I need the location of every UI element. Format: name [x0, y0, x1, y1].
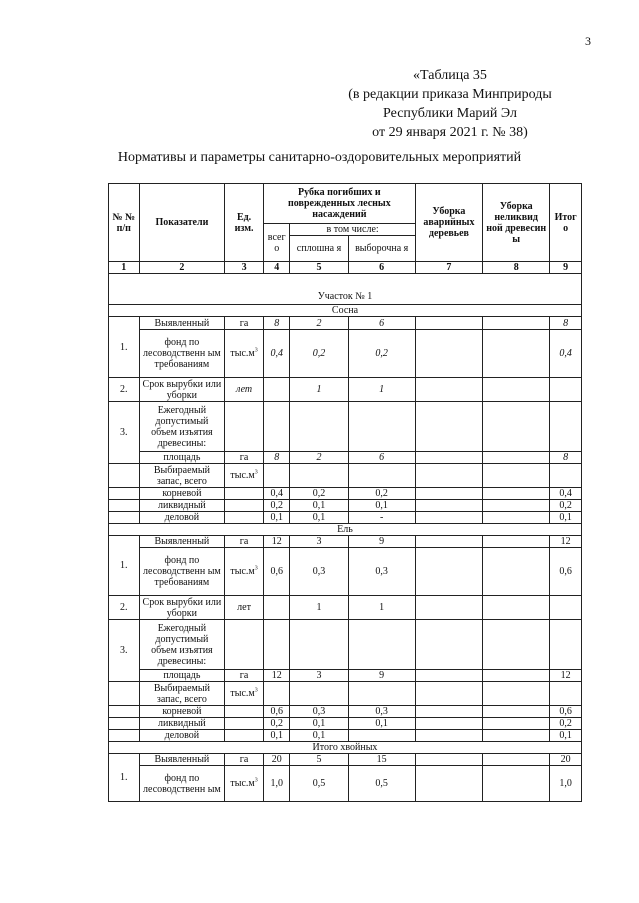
- cell: 0,1: [348, 500, 415, 512]
- unit: $тыс.м^3$: [225, 548, 264, 596]
- cell: 0,2: [348, 488, 415, 500]
- cell: [348, 730, 415, 742]
- cell: 0,3: [348, 706, 415, 718]
- header-felling: Рубка погибших и поврежденных лесных насаждений: [263, 184, 415, 224]
- cell: 0,2: [290, 330, 348, 378]
- section-title: Участок № 1: [109, 290, 582, 305]
- table-heading: [300, 66, 600, 142]
- row-label: площадь: [139, 670, 225, 682]
- unit: $тыс.м^3$: [225, 766, 264, 802]
- document-title: Нормативы и параметры санитарно-оздоровительных мероприятий: [117, 150, 522, 165]
- cell: 20: [550, 754, 582, 766]
- row-label: Срок вырубки или уборки: [139, 596, 225, 620]
- cell: 0,5: [290, 766, 348, 802]
- unit: $тыс.м^3$: [225, 682, 264, 706]
- row-label: Выбираемый запас, всего: [139, 464, 225, 488]
- unit: га: [225, 452, 264, 464]
- cell: 0,1: [263, 730, 290, 742]
- cell: 0,2: [263, 718, 290, 730]
- row-label: фонд по лесоводственн ым: [139, 766, 225, 802]
- cell: 1,0: [263, 766, 290, 802]
- page-number: 3: [585, 34, 591, 48]
- row-number: 1.: [109, 317, 140, 378]
- cell: 0,1: [263, 512, 290, 524]
- cell: 6: [348, 452, 415, 464]
- cell: 12: [550, 536, 582, 548]
- header-illiquid: Уборка неликвид ной древесин ы: [483, 184, 550, 262]
- cell: 0,1: [290, 512, 348, 524]
- unit: га: [225, 670, 264, 682]
- cell: 0,6: [550, 548, 582, 596]
- header-clear: сплошна я: [290, 236, 348, 262]
- cell: 0,4: [550, 330, 582, 378]
- cell: 12: [263, 670, 290, 682]
- cell: 3: [290, 536, 348, 548]
- col-number: 9: [550, 262, 582, 274]
- row-label: ликвидный: [139, 718, 225, 730]
- cell: 0,2: [550, 718, 582, 730]
- row-number: 2.: [109, 596, 140, 620]
- header-selective: выборочна я: [348, 236, 415, 262]
- col-number: 2: [139, 262, 225, 274]
- row-label: Выявленный: [139, 754, 225, 766]
- cell: 0,1: [550, 730, 582, 742]
- species-conifer-total: Итого хвойных: [109, 742, 582, 754]
- cell: 0,2: [348, 330, 415, 378]
- cell: 20: [263, 754, 290, 766]
- unit: $тыс.м^3$: [225, 464, 264, 488]
- row-label: Срок вырубки или уборки: [139, 378, 225, 402]
- cell: 15: [348, 754, 415, 766]
- cell: 3: [290, 670, 348, 682]
- cell: 0,6: [263, 548, 290, 596]
- row-label: деловой: [139, 730, 225, 742]
- header-num: № № п/п: [109, 184, 140, 262]
- cell: 1,0: [550, 766, 582, 802]
- heading-line: (в редакции приказа Минприроды: [348, 87, 552, 102]
- row-label: Выявленный: [139, 536, 225, 548]
- unit: га: [225, 317, 264, 330]
- col-number: 3: [225, 262, 264, 274]
- cell: 0,4: [263, 330, 290, 378]
- header-unit: Ед. изм.: [225, 184, 264, 262]
- cell: 2: [290, 452, 348, 464]
- cell: 8: [263, 452, 290, 464]
- cell: 1: [290, 378, 348, 402]
- cell: 9: [348, 670, 415, 682]
- header-indicator: Показатели: [139, 184, 225, 262]
- cell: -: [348, 512, 415, 524]
- heading-line: от 29 января 2021 г. № 38): [372, 125, 528, 140]
- row-number: 1.: [109, 536, 140, 596]
- row-label: корневой: [139, 706, 225, 718]
- cell: 1: [348, 596, 415, 620]
- col-number: 6: [348, 262, 415, 274]
- species-pine: Сосна: [109, 305, 582, 317]
- cell: 0,4: [263, 488, 290, 500]
- col-number: 1: [109, 262, 140, 274]
- cell: 8: [263, 317, 290, 330]
- cell: 0,2: [263, 500, 290, 512]
- row-label: фонд по лесоводственн ым требованиям: [139, 330, 225, 378]
- cell: 0,3: [290, 706, 348, 718]
- cell: 0,2: [550, 500, 582, 512]
- row-label: Выявленный: [139, 317, 225, 330]
- row-label: площадь: [139, 452, 225, 464]
- header-emergency: Уборка аварийных деревьев: [415, 184, 482, 262]
- row-label: Выбираемый запас, всего: [139, 682, 225, 706]
- row-label: ликвидный: [139, 500, 225, 512]
- heading-line: «Таблица 35: [413, 68, 487, 83]
- row-number: 1.: [109, 754, 140, 802]
- cell: 8: [550, 317, 582, 330]
- cell: 0,1: [348, 718, 415, 730]
- cell: 0,1: [550, 512, 582, 524]
- cell: 0,4: [550, 488, 582, 500]
- header-sum: Итог о: [550, 184, 582, 262]
- col-number: 4: [263, 262, 290, 274]
- cell: 0,1: [290, 718, 348, 730]
- cell: 0,6: [263, 706, 290, 718]
- cell: 12: [263, 536, 290, 548]
- unit: га: [225, 536, 264, 548]
- col-number: 7: [415, 262, 482, 274]
- cell: 5: [290, 754, 348, 766]
- heading-line: Республики Марий Эл: [383, 106, 517, 121]
- unit: лет: [225, 378, 264, 402]
- row-label: Ежегодный допустимый объем изъятия древесины:: [139, 402, 225, 452]
- row-label: Ежегодный допустимый объем изъятия древесины:: [139, 620, 225, 670]
- cell: 1: [290, 596, 348, 620]
- cell: 0,6: [550, 706, 582, 718]
- row-label: фонд по лесоводственн ым требованиям: [139, 548, 225, 596]
- cell: 6: [348, 317, 415, 330]
- row-label: деловой: [139, 512, 225, 524]
- cell: 9: [348, 536, 415, 548]
- header-including: в том числе:: [290, 224, 415, 236]
- row-number: 2.: [109, 378, 140, 402]
- cell: 0,2: [290, 488, 348, 500]
- row-label: корневой: [139, 488, 225, 500]
- cell: 0,1: [290, 500, 348, 512]
- row-number: 3.: [109, 620, 140, 682]
- cell: 12: [550, 670, 582, 682]
- unit: лет: [225, 596, 264, 620]
- unit: га: [225, 754, 264, 766]
- species-spruce: Ель: [109, 524, 582, 536]
- col-number: 8: [483, 262, 550, 274]
- cell: 1: [348, 378, 415, 402]
- unit: $тыс.м^3$: [225, 330, 264, 378]
- norms-table: [108, 183, 582, 802]
- cell: 0,3: [348, 548, 415, 596]
- cell: 0,1: [290, 730, 348, 742]
- col-number: 5: [290, 262, 348, 274]
- cell: 0,5: [348, 766, 415, 802]
- cell: 2: [290, 317, 348, 330]
- header-total: всег о: [263, 224, 290, 262]
- row-number: 3.: [109, 402, 140, 464]
- cell: 8: [550, 452, 582, 464]
- cell: 0,3: [290, 548, 348, 596]
